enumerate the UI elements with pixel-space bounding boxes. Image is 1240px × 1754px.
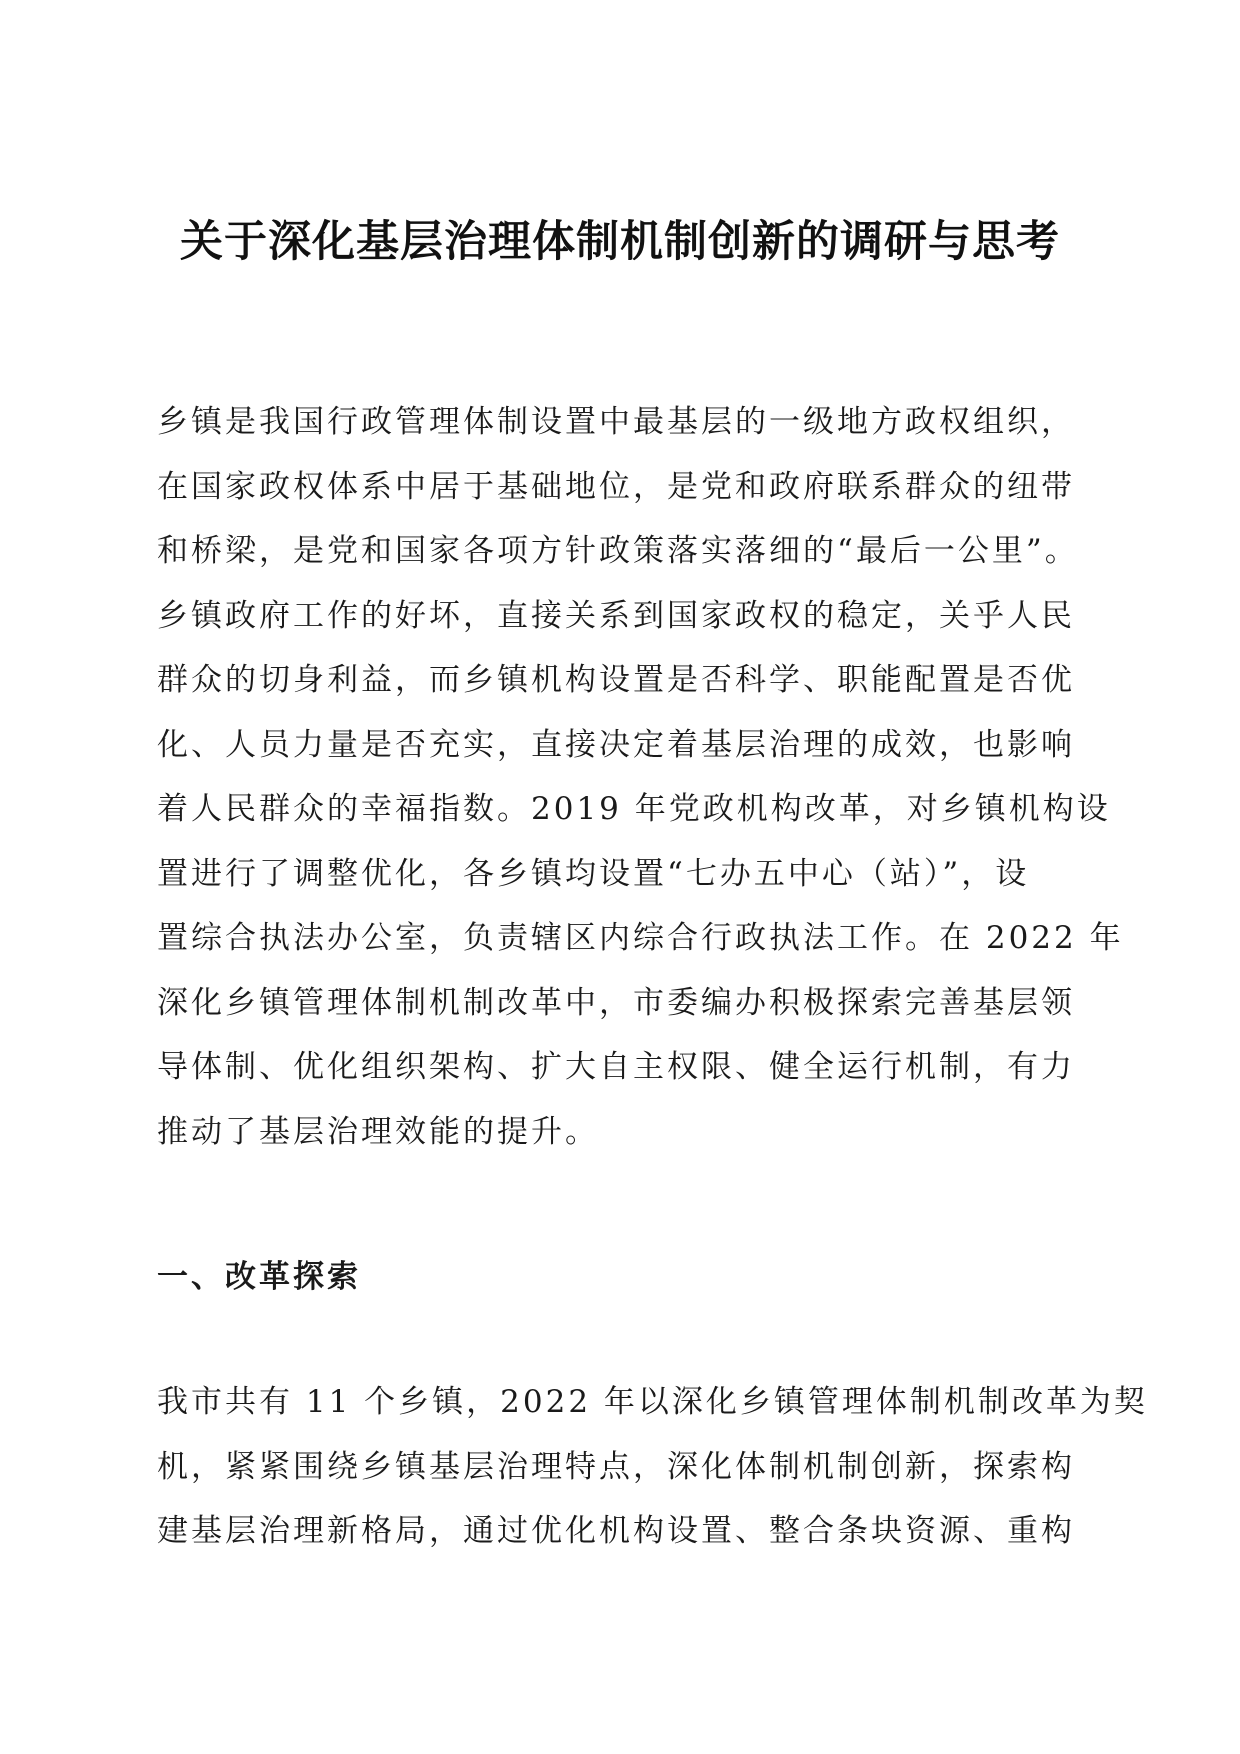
paragraph-line: 深化乡镇管理体制机制改革中，市委编办积极探索完善基层领	[157, 984, 1075, 1021]
paragraph-line: 群众的切身利益，而乡镇机构设置是否科学、职能配置是否优	[157, 662, 1075, 698]
paragraph-line: 着人民群众的幸福指数。2019 年党政机构改革，对乡镇机构设	[157, 791, 1111, 827]
paragraph-line: 置进行了调整优化，各乡镇均设置“七办五中心（站）”，设	[157, 855, 1030, 892]
paragraph-line: 乡镇是我国行政管理体制设置中最基层的一级地方政权组织，	[157, 404, 1075, 440]
section-paragraph	[157, 1370, 1157, 1564]
paragraph-line: 机，紧紧围绕乡镇基层治理特点，深化体制机制创新，探索构	[157, 1448, 1075, 1485]
paragraph-line: 乡镇政府工作的好坏，直接关系到国家政权的稳定，关乎人民	[157, 597, 1075, 634]
paragraph-line: 推动了基层治理效能的提升。	[157, 1113, 599, 1150]
paragraph-line: 和桥梁，是党和国家各项方针政策落实落细的“最后一公里”。	[157, 533, 1079, 569]
intro-paragraph	[157, 390, 1157, 1164]
paragraph-line: 化、人员力量是否充实，直接决定着基层治理的成效，也影响	[157, 726, 1075, 763]
document-title: 关于深化基层治理体制机制创新的调研与思考	[180, 217, 1060, 267]
paragraph-line: 建基层治理新格局，通过优化机构设置、整合条块资源、重构	[157, 1513, 1075, 1549]
section-heading: 一、改革探索	[157, 1259, 361, 1295]
paragraph-line: 导体制、优化组织架构、扩大自主权限、健全运行机制，有力	[157, 1049, 1075, 1085]
paragraph-line: 在国家政权体系中居于基础地位，是党和政府联系群众的纽带	[157, 468, 1075, 505]
paragraph-line: 置综合执法办公室，负责辖区内综合行政执法工作。在 2022 年	[157, 920, 1124, 956]
paragraph-line: 我市共有 11 个乡镇，2022 年以深化乡镇管理体制机制改革为契	[157, 1384, 1148, 1420]
